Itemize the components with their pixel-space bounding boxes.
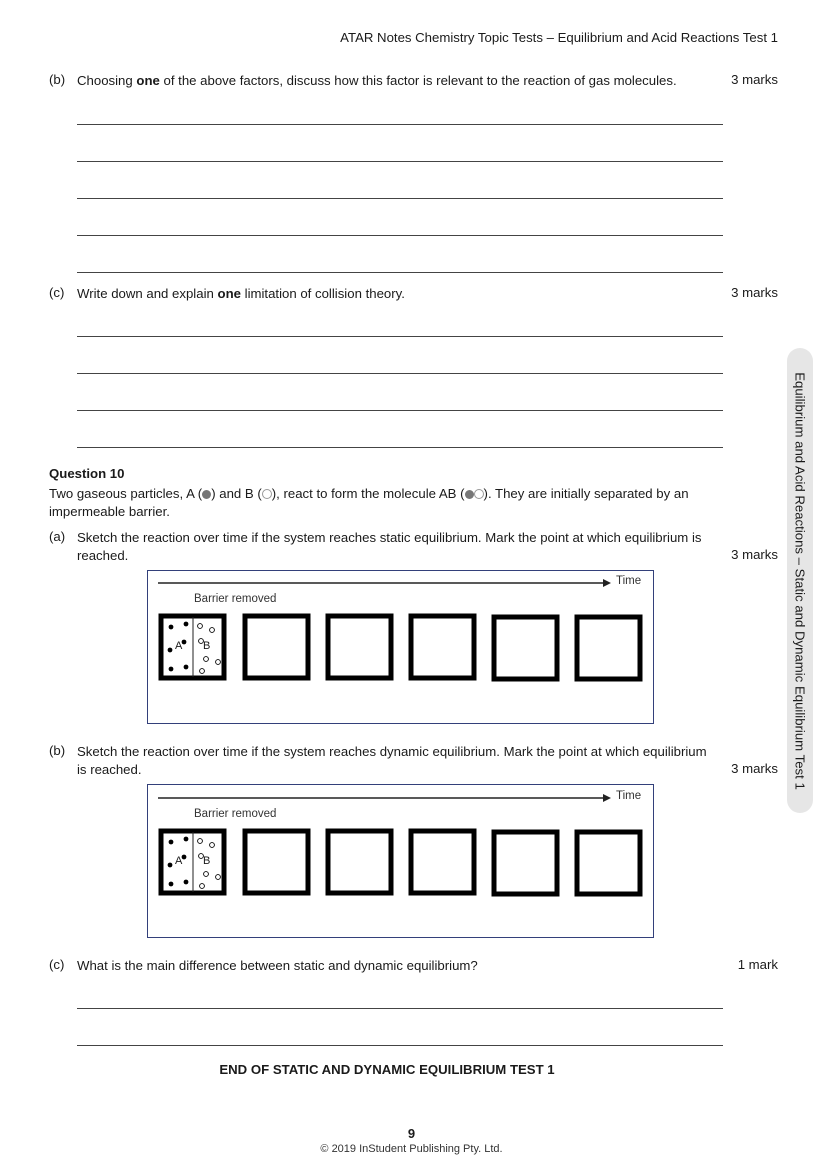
q9b-text	[77, 72, 677, 89]
q10b-marks: 3 marks	[731, 761, 778, 776]
q10a-label: (a)	[49, 529, 66, 544]
q9c-label: (c)	[49, 285, 65, 300]
answer-box	[411, 831, 474, 893]
q10b-text-line1: Sketch the reaction over time if the system reaches dynamic equilibrium. Mark the point at which equilibrium	[77, 744, 707, 759]
copyright-notice: © 2019 InStudent Publishing Pty. Ltd.	[320, 1143, 503, 1155]
answer-line[interactable]	[77, 336, 723, 337]
intro-text: ), react to form the molecule AB (	[271, 486, 465, 501]
particle-a	[168, 648, 173, 653]
section-side-tab	[787, 348, 813, 813]
time-arrow-head	[603, 794, 611, 802]
particle-b-icon	[262, 489, 272, 499]
answer-line[interactable]	[77, 1008, 723, 1009]
initial-box	[161, 831, 224, 893]
q9c-text-post: limitation of collision theory.	[240, 286, 405, 301]
q10c-text: What is the main difference between static and dynamic equilibrium?	[77, 958, 478, 973]
answer-line[interactable]	[77, 447, 723, 448]
particle-a	[169, 840, 174, 845]
barrier-removed-label: Barrier removed	[194, 593, 277, 605]
answer-box	[494, 832, 557, 894]
answer-box	[245, 831, 308, 893]
answer-line[interactable]	[77, 272, 723, 273]
answer-line[interactable]	[77, 410, 723, 411]
label-b: B	[203, 640, 211, 652]
page-number: 9	[407, 1126, 416, 1141]
particle-a	[168, 863, 173, 868]
initial-box	[161, 616, 224, 678]
q9b-text-pre: Choosing	[77, 73, 137, 88]
particle-a-icon	[202, 490, 211, 499]
question-10-title: Question 10	[49, 466, 125, 481]
intro-text: ). They are initially separated by an	[483, 486, 689, 501]
time-label: Time	[616, 575, 642, 587]
particle-a	[184, 622, 189, 627]
q9b-marks: 3 marks	[731, 72, 778, 87]
side-tab-label: Equilibrium and Acid Reactions – Static and Dynamic Equilibrium Test 1	[792, 371, 808, 790]
molecule-ab-a-icon	[465, 490, 474, 499]
label-a: A	[175, 640, 183, 652]
particle-a	[169, 667, 174, 672]
q9b-label: (b)	[49, 72, 66, 87]
q9b-text-post: of the above factors, discuss how this factor is relevant to the reaction of gas molecules.	[159, 73, 677, 88]
answer-box	[494, 617, 557, 679]
q10a-text-line1: Sketch the reaction over time if the system reaches static equilibrium. Mark the point at which equilibrium is	[77, 530, 702, 545]
question-10-intro	[49, 485, 729, 521]
answer-box	[328, 616, 391, 678]
answer-line[interactable]	[77, 198, 723, 199]
time-arrow-head	[603, 579, 611, 587]
q10c-marks: 1 mark	[737, 957, 778, 972]
static-equilibrium-diagram	[147, 570, 654, 724]
answer-box	[577, 617, 640, 679]
q9c-marks: 3 marks	[731, 285, 778, 300]
answer-line[interactable]	[77, 235, 723, 236]
particle-a	[184, 837, 189, 842]
q9c-text-bold: one	[217, 286, 241, 301]
q10b-label: (b)	[49, 743, 66, 758]
answer-line[interactable]	[77, 124, 723, 125]
intro-text-line2: impermeable barrier.	[49, 504, 170, 519]
answer-box	[577, 832, 640, 894]
q10a-marks: 3 marks	[731, 547, 778, 562]
dynamic-equilibrium-diagram	[147, 784, 654, 938]
q9c-text	[77, 285, 405, 302]
intro-text: Two gaseous particles, A (	[49, 486, 203, 501]
q10c-label: (c)	[49, 957, 65, 972]
q9b-text-bold: one	[136, 73, 160, 88]
running-header: ATAR Notes Chemistry Topic Tests – Equilibrium and Acid Reactions Test 1	[340, 30, 778, 45]
intro-text: ) and B (	[211, 486, 262, 501]
time-label: Time	[616, 790, 642, 802]
particle-a	[169, 882, 174, 887]
particle-a	[184, 665, 189, 670]
answer-box	[328, 831, 391, 893]
particle-a	[169, 625, 174, 630]
answer-line[interactable]	[77, 161, 723, 162]
molecule-ab-b-icon	[474, 489, 484, 499]
label-a: A	[175, 855, 183, 867]
answer-box	[411, 616, 474, 678]
barrier-removed-label: Barrier removed	[194, 808, 277, 820]
label-b: B	[203, 855, 211, 867]
answer-line[interactable]	[77, 1045, 723, 1046]
particle-a	[184, 880, 189, 885]
end-of-test-title: END OF STATIC AND DYNAMIC EQUILIBRIUM TEST 1	[219, 1062, 555, 1077]
q10b-text-line2: is reached.	[77, 762, 142, 777]
q10a-text-line2: reached.	[77, 548, 129, 563]
q9c-text-pre: Write down and explain	[77, 286, 218, 301]
answer-box	[245, 616, 308, 678]
answer-line[interactable]	[77, 373, 723, 374]
